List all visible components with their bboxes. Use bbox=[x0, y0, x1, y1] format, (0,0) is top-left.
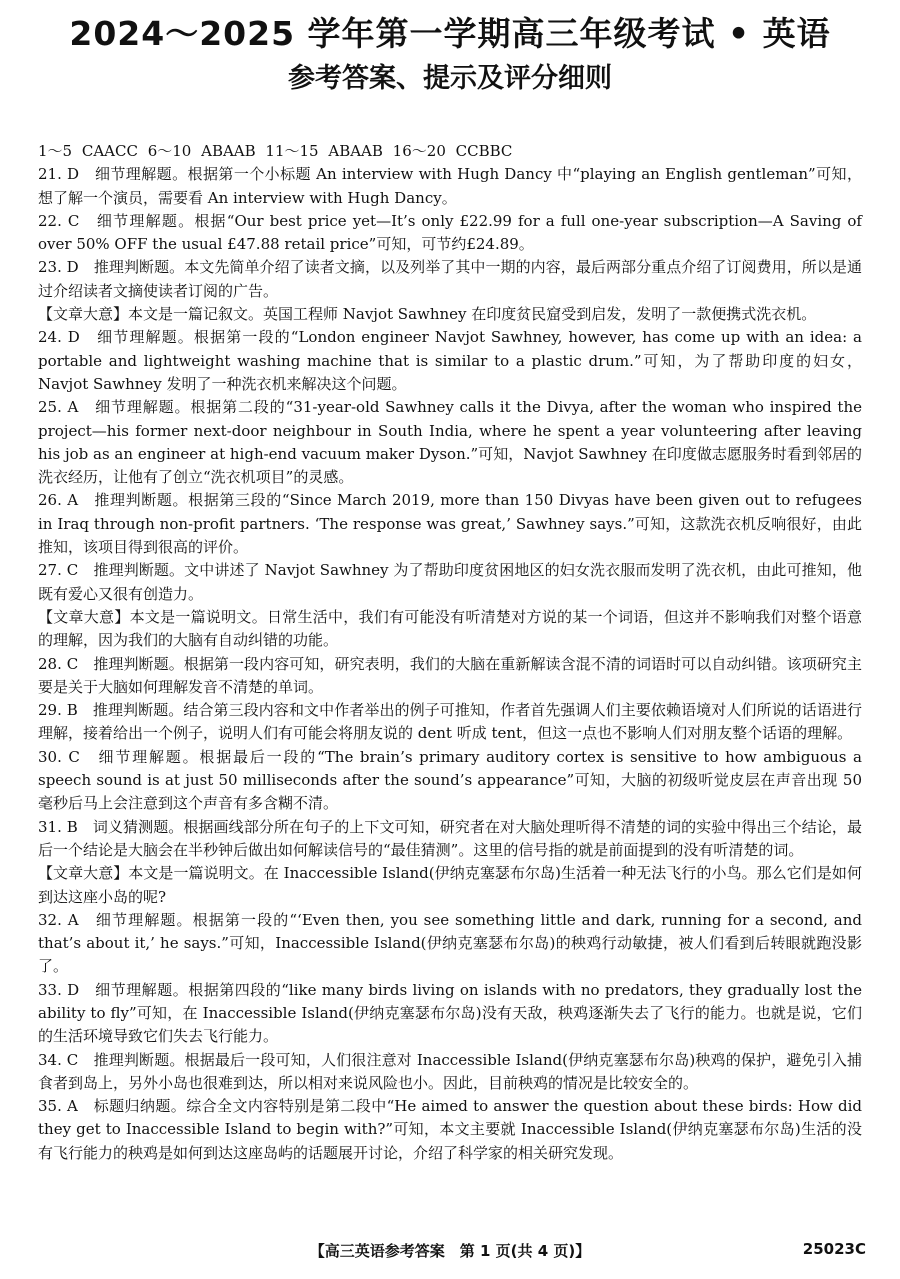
passage-summary-d: 【文章大意】本文是一篇说明文。在 Inaccessible Island(伊纳克塞瑟布尔岛)生活着一种无法飞行的小鸟。那么它们是如何到达这座小岛的呢? bbox=[38, 864, 862, 906]
answer-explanation-31: 31. B 词义猜测题。根据画线部分所在句子的上下文可知，研究者在对大脑处理听得不清楚的词的实验中得出三个结论，最后一个结论是大脑会在半秒钟后做出如何解读信号的“最佳猜测”。这里的信号指的就是前面提到的没有听清楚的词。 bbox=[38, 817, 862, 859]
answer-explanation-33: 33. D 细节理解题。根据第四段的“like many birds living on islands with no predators, they gradually lost the ability to fly”可知，在 Inaccessible Island(伊纳克塞瑟布尔岛)没有天敌，秧鸡逐渐失去了飞行的能力。也就是说，它们的生活环境导致它们失去飞行能力。 bbox=[38, 980, 862, 1046]
answer-explanation-21: 21. D 细节理解题。根据第一个小标题 An interview with Hugh Dancy 中“playing an English gentleman”可知，想了解一个演员，需要看 An interview with Hugh Dancy。 bbox=[38, 165, 862, 207]
answer-explanation-27: 27. C 推理判断题。文中讲述了 Navjot Sawhney 为了帮助印度贫困地区的妇女洗衣服而发明了洗衣机，由此可推知，他既有爱心又很有创造力。 bbox=[38, 561, 862, 603]
page-title: 2024～2025 学年第一学期高三年级考试 • 英语 bbox=[69, 14, 831, 53]
answer-explanation-28: 28. C 推理判断题。根据第一段内容可知，研究表明，我们的大脑在重新解读含混不清的词语时可以自动纠错。该项研究主要是关于大脑如何理解发音不清楚的单词。 bbox=[38, 654, 862, 696]
answer-explanation-34: 34. C 推理判断题。根据最后一段可知，人们很注意对 Inaccessible Island(伊纳克塞瑟布尔岛)秧鸡的保护，避免引入捕食者到岛上，另外小岛也很难到达，所以相对来说风险也小。因此，目前秧鸡的情况是比较安全的。 bbox=[38, 1050, 862, 1092]
passage-summary-b: 【文章大意】本文是一篇记叙文。英国工程师 Navjot Sawhney 在印度贫民窟受到启发，发明了一款便携式洗衣机。 bbox=[38, 305, 817, 324]
answer-explanation-30: 30. C 细节理解题。根据最后一段的“The brain’s primary auditory cortex is sensitive to how ambiguous a speech sound is at just 50 milliseconds after the sound’s appearance”可知，大脑的初级听觉皮层在声音出现 50 毫秒后马上会注意到这个声音有多含糊不清。 bbox=[38, 747, 862, 813]
answer-explanation-23: 23. D 推理判断题。本文先简单介绍了读者文摘，以及列举了其中一期的内容，最后两部分重点介绍了订阅费用，所以是通过介绍读者文摘使读者订阅的广告。 bbox=[38, 258, 862, 300]
answer-explanation-29: 29. B 推理判断题。结合第三段内容和文中作者举出的例子可推知，作者首先强调人们主要依赖语境对人们所说的话语进行理解，接着给出一个例子，说明人们有可能会将朋友说的 dent 听成 tent，但这一点也不影响人们对朋友整个话语的理解。 bbox=[38, 701, 862, 743]
answer-explanation-32: 32. A 细节理解题。根据第一段的“‘Even then, you see something little and dark, running for a second, and that’s about it,’ he says.”可知，Inaccessible Island(伊纳克塞瑟布尔岛)的秧鸡行动敏捷，被人们看到后转眼就跑没影了。 bbox=[38, 910, 862, 976]
answer-explanation-22: 22. C 细节理解题。根据“Our best price yet—It’s only £22.99 for a full one-year subscription—A Saving of over 50% OFF the usual £47.88 retail price”可知，可节约£24.89。 bbox=[38, 211, 862, 254]
answer-explanation-35: 35. A 标题归纳题。综合全文内容特别是第二段中“He aimed to answer the question about these birds: How did they get to Inaccessible Island to begin with?”可知，本文主要就 Inaccessible Island(伊纳克塞瑟布尔岛)生活的没有飞行能力的秧鸡是如何到达这座岛屿的话题展开讨论，介绍了科学家的相关研究发现。 bbox=[38, 1097, 862, 1162]
answer-content bbox=[38, 140, 862, 1165]
answer-explanation-25: 25. A 细节理解题。根据第二段的“31-year-old Sawhney calls it the Divya, after the woman who inspired the project—his former next-door neighbour in South India, where he spent a year volunteering after leaving his job as an engineer at high-end vacuum maker Dyson.”可知，Navjot Sawhney 在印度做志愿服务时看到邻居的洗衣经历，让他有了创立“洗衣机项目”的灵感。 bbox=[38, 398, 862, 487]
multiple-choice-answer-key: 1～5 CAACC 6～10 ABAAB 11～15 ABAAB 16～20 CCBBC bbox=[38, 142, 513, 160]
passage-summary-c: 【文章大意】本文是一篇说明文。日常生活中，我们有可能没有听清楚对方说的某一个词语，但这并不影响我们对整个语意的理解，因为我们的大脑有自动纠错的功能。 bbox=[38, 607, 862, 650]
answer-explanation-24: 24. D 细节理解题。根据第一段的“London engineer Navjot Sawhney, however, has come up with an idea: a portable and lightweight washing machine that is similar to a plastic drum.”可知，为了帮助印度的妇女，Navjot Sawhney 发明了一种洗衣机来解决这个问题。 bbox=[38, 328, 862, 393]
footer-exam-code: 25023C bbox=[802, 1240, 866, 1258]
footer-page-label: 【高三英语参考答案 第 1 页(共 4 页)】 bbox=[309, 1242, 591, 1260]
page-subtitle: 参考答案、提示及评分细则 bbox=[288, 63, 612, 94]
answer-explanation-26: 26. A 推理判断题。根据第三段的“Since March 2019, more than 150 Divyas have been given out to refugees in Iraq through non-profit partners. ‘The response was great,’ Sawhney says.”可知，这款洗衣机反响很好，由此推知，该项目得到很高的评价。 bbox=[38, 491, 862, 557]
page-footer bbox=[0, 1240, 900, 1264]
